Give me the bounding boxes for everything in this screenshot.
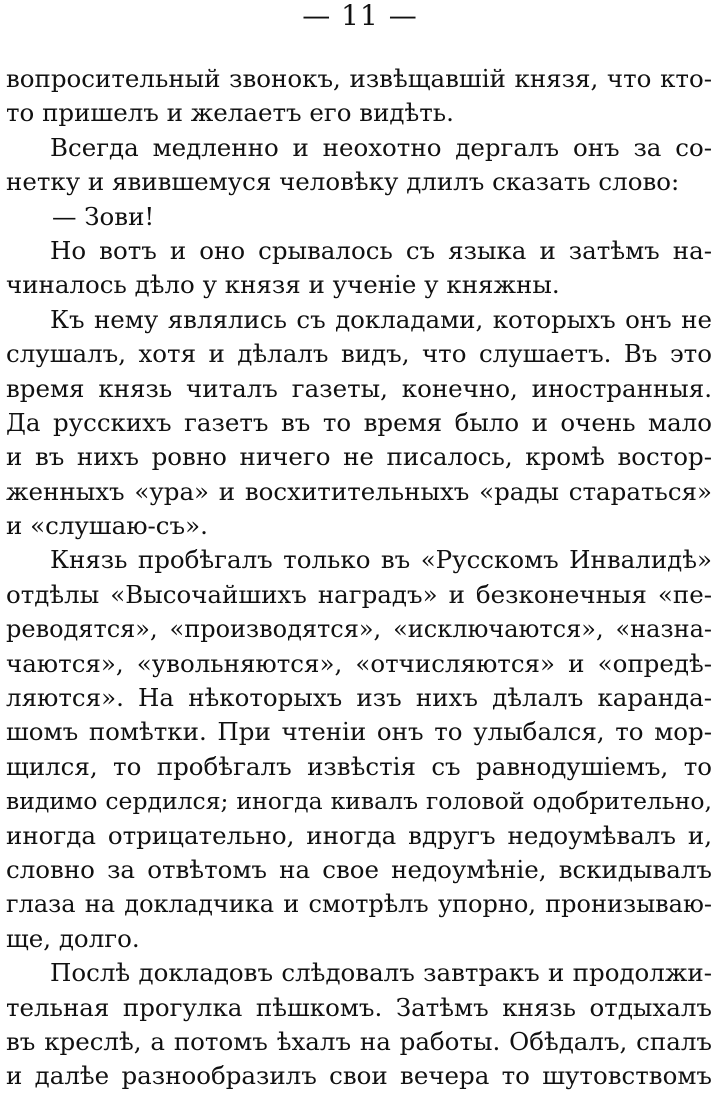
text-line: щился, то пробѣгалъ извѣстія съ равнодушіемъ, то — [6, 751, 712, 781]
text-line: тельная прогулка пѣшкомъ. Затѣмъ князь отдыхалъ — [6, 992, 712, 1022]
text-line: Послѣ докладовъ слѣдовалъ завтракъ и продолжи- — [50, 958, 712, 988]
text-line: шомъ помѣтки. При чтеніи онъ то улыбался, то мор- — [6, 717, 712, 747]
text-line: словно за отвѣтомъ на свое недоумѣніе, вскидывалъ — [6, 854, 712, 884]
text-line: реводятся», «производятся», «исключаются», «назна- — [6, 615, 712, 644]
text-line: женныхъ «ура» и восхитительныхъ «рады стараться» — [6, 476, 712, 506]
text-line: отдѣлы «Высочайшихъ наградъ» и безконечныя «пе- — [6, 579, 712, 609]
text-line: иногда отрицательно, иногда вдругъ недоумѣвалъ и, — [6, 820, 712, 850]
text-line: Всегда медленно и неохотно дергалъ онъ за со- — [50, 132, 712, 162]
text-line: — Зови! — [52, 201, 155, 231]
text-line: вопросительный звонокъ, извѣщавшій князя, что кто- — [6, 64, 712, 93]
text-line: то пришелъ и желаетъ его видѣть. — [6, 98, 454, 128]
text-line: и «слушаю-съ». — [6, 511, 208, 541]
text-line: ляются». На нѣкоторыхъ изъ нихъ дѣлалъ каранда- — [6, 683, 712, 713]
text-line: ще, долго. — [6, 923, 140, 953]
text-line: глаза на докладчика и смотрѣлъ упорно, пронизываю- — [6, 890, 712, 919]
text-line: въ креслѣ, а потомъ ѣхалъ на работы. Обѣдалъ, спалъ — [6, 1026, 712, 1056]
text-line: нетку и явившемуся человѣку длилъ сказать слово: — [6, 167, 680, 197]
text-line: Да русскихъ газетъ въ то время было и очень мало — [6, 407, 712, 437]
text-line: слушалъ, хотя и дѣлалъ видъ, что слушаетъ. Въ это — [6, 339, 712, 369]
text-line: чиналось дѣло у князя и ученіе у княжны. — [6, 270, 560, 300]
text-line: видимо сердился; иногда кивалъ головой одобрительно, — [6, 787, 712, 816]
text-line: время князь читалъ газеты, конечно, иностранныя. — [6, 373, 712, 403]
body-text — [6, 62, 712, 1094]
text-line: Князь пробѣгалъ только въ «Русскомъ Инвалидѣ» — [50, 545, 712, 575]
text-line: и далѣе разнообразилъ свои вечера то шутовствомъ — [6, 1061, 712, 1091]
text-line: чаются», «увольняются», «отчисляются» и «опредѣ- — [6, 648, 712, 678]
text-line: Къ нему являлись съ докладами, которыхъ онъ не — [50, 304, 712, 334]
page-number: — 11 — — [302, 0, 418, 32]
text-line: Но вотъ и оно срывалось съ языка и затѣмъ на- — [50, 235, 712, 265]
text-line: и въ нихъ ровно ничего не писалось, кромѣ востор- — [6, 442, 712, 472]
